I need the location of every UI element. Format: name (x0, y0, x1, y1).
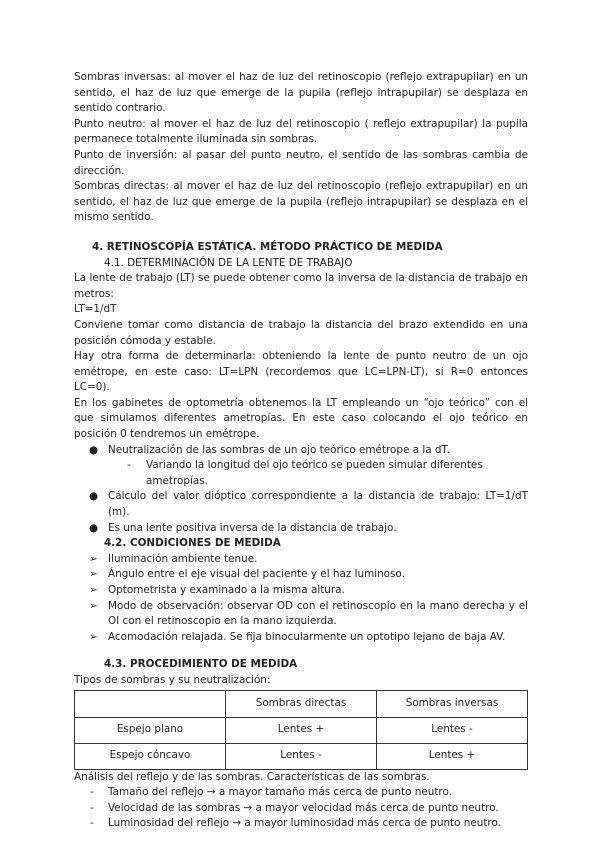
sub-bullet-text: Variando la longitud del ojo teórico se pueden simular diferentes ametropías. (146, 459, 483, 487)
table-cell: Lentes - (377, 717, 528, 743)
analysis-text: Velocidad de las sombras → a mayor velocidad más cerca de punto neutro. (108, 801, 499, 814)
analysis-title: Análisis del reflejo y de las sombras. Características de las sombras. (74, 770, 430, 783)
intro-punto-inversion: Punto de inversión: al pasar del punto neutro, el sentido de las sombras cambia de dirección. (74, 148, 528, 177)
condition-text: Iluminación ambiente tenue. (108, 552, 258, 565)
list-item (74, 630, 528, 646)
shadows-table (74, 690, 528, 770)
section-4-3-heading: 4.3. PROCEDIMIENTO DE MEDIDA (104, 658, 298, 671)
dash-marker: - (90, 817, 94, 830)
list-item (74, 489, 528, 520)
table-cell: Lentes + (377, 743, 528, 769)
table-row (75, 743, 528, 769)
condition-text: Ángulo entre el eje visual del paciente y el haz luminoso. (108, 568, 405, 581)
table-cell: Espejo cóncavo (75, 743, 226, 769)
table-header-empty (75, 690, 226, 717)
bullet-marker: ● (89, 443, 99, 456)
paragraph-ojo-teorico: En los gabinetes de optometría obtenemos la LT empleando un “ojo teórico” con el que simulamos diferentes ametropías. En este caso colocando el ojo teórico en posición 0 tendremos un emétrope. (74, 396, 528, 441)
paragraph-otra-forma: Hay otra forma de determinarla: obteniendo la lente de punto neutro de un ojo emétrope, en este caso: LT=LPN (recordemos que LC=LPN-LT), si R=0 entonces LC=0). (74, 350, 528, 394)
analysis-text: Luminosidad del reflejo → a mayor luminosidad más cerca de punto neutro. (108, 817, 501, 830)
list-item (74, 583, 528, 599)
table-cell: Lentes - (226, 743, 377, 769)
analysis-list (74, 785, 528, 832)
bullet-list-continued (74, 489, 528, 536)
section-4-2-heading: 4.2. CONDICIONES DE MEDIDA (104, 537, 281, 550)
conditions-list (74, 552, 528, 646)
paragraph-distancia-trabajo: Conviene tomar como distancia de trabajo la distancia del brazo extendido en una posición cómoda y estable. (74, 318, 528, 347)
condition-text: Acomodación relajada. Se fija binocularmente un optotipo lejano de baja AV. (108, 630, 506, 643)
list-item (74, 443, 528, 459)
list-item (74, 816, 528, 832)
table-header-inversas: Sombras inversas (377, 690, 528, 717)
condition-text: Modo de observación: observar OD con el retinoscopio en la mano derecha y el OI con el retinoscopio en la mano izquierda. (108, 599, 528, 628)
intro-punto-neutro: Punto neutro: al mover el haz de luz del retinoscopio ( reflejo extrapupilar) la pupila permanece totalmente iluminada sin sombras. (74, 117, 528, 146)
arrow-marker: ➢ (89, 584, 98, 596)
bullet-list (74, 443, 528, 459)
arrow-marker: ➢ (89, 568, 98, 581)
table-header-directas: Sombras directas (226, 690, 377, 717)
bullet-text: Neutralización de las sombras de un ojo teórico emétrope a la dT. (108, 443, 450, 456)
condition-text: Optometrista y examinado a la misma altura. (108, 584, 345, 596)
list-item (74, 801, 528, 817)
bullet-marker: ● (89, 521, 99, 534)
document-page (74, 70, 528, 832)
dash-marker: - (127, 459, 131, 472)
intro-sombras-directas: Sombras directas: al mover el haz de luz del retinoscopio (reflejo extrapupilar) en un sentido, el haz de luz que emerge de la pupila (reflejo intrapupilar) se desplaza en el mismo sentido. (74, 180, 528, 224)
dash-marker: - (90, 801, 94, 814)
section-4-heading: 4. RETINOSCOPÍA ESTÁTICA. MÉTODO PRÁCTICO DE MEDIDA (92, 240, 443, 253)
section-4-1-heading: 4.1. DETERMINACIÓN DE LA LENTE DE TRABAJO (104, 256, 353, 269)
table-header-row (75, 690, 528, 717)
list-item (74, 458, 528, 489)
analysis-text: Tamaño del reflejo → a mayor tamaño más cerca de punto neutro. (108, 786, 452, 799)
list-item (74, 521, 528, 537)
bullet-marker: ● (89, 490, 99, 503)
formula-lt: LT=1/dT (74, 303, 117, 316)
list-item (74, 552, 528, 568)
intro-sombras-inversas: Sombras inversas: al mover el haz de luz del retinoscopio (reflejo extrapupilar) en un sentido, el haz de luz que emerge de la pupila (reflejo intrapupilar) se desplaza en sentido contrario. (74, 71, 528, 115)
table-caption: Tipos de sombras y su neutralización: (74, 673, 271, 686)
arrow-marker: ➢ (89, 630, 98, 643)
list-item (74, 599, 528, 630)
list-item (74, 567, 528, 583)
table-row (75, 717, 528, 743)
arrow-marker: ➢ (89, 599, 98, 612)
paragraph-lente-trabajo: La lente de trabajo (LT) se puede obtener como la inversa de la distancia de trabajo en metros: (74, 272, 528, 300)
sub-bullet-list (74, 458, 528, 489)
bullet-text: Cálculo del valor dióptico correspondiente a la distancia de trabajo: LT=1/dT (m). (108, 490, 528, 519)
dash-marker: - (90, 786, 94, 799)
table-cell: Espejo plano (75, 717, 226, 743)
arrow-marker: ➢ (89, 552, 98, 565)
bullet-text: Es una lente positiva inversa de la distancia de trabajo. (108, 521, 397, 534)
list-item (74, 785, 528, 801)
table-cell: Lentes + (226, 717, 377, 743)
